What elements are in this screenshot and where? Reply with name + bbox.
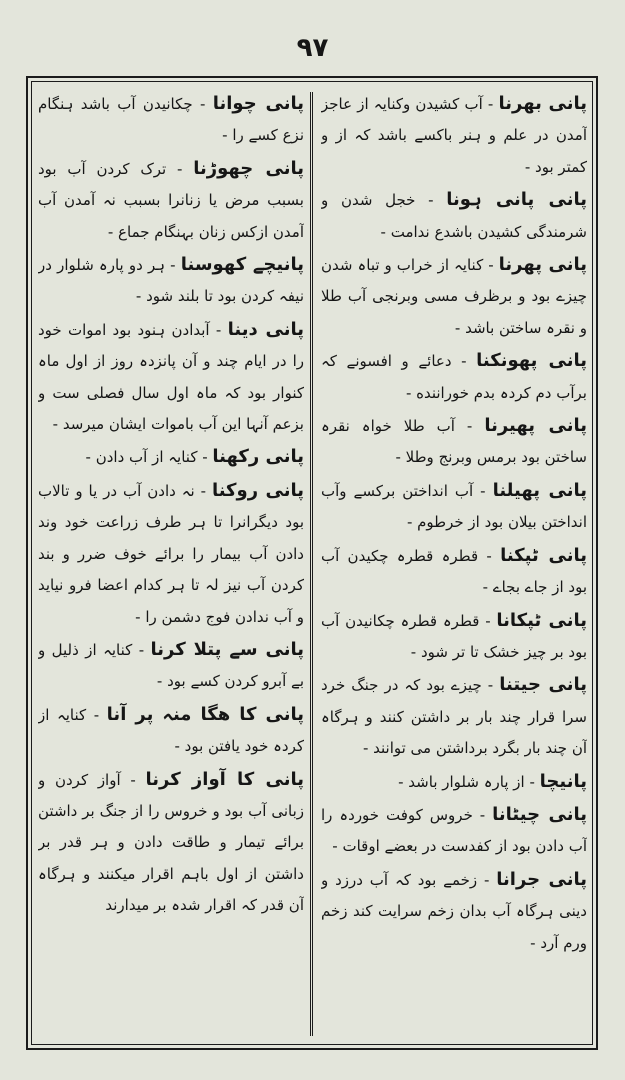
entry-definition: - زخمے بود کہ آب درزد و دینی ہرگاہ آب بدان زخم سرایت کند زخم ورم آرد - [321, 870, 587, 952]
entry-headword: پانی چھوڑنا [193, 157, 304, 179]
dictionary-entry [38, 88, 304, 152]
entry-definition: - از پارہ شلوار باشد - [398, 772, 540, 791]
dictionary-entry [38, 249, 304, 313]
entry-headword: پانی جیتنا [499, 674, 587, 696]
entry-definition: - خروس کوفت خوردہ را آب دادن بود از کفدست در بعضے اوقات - [321, 805, 587, 856]
entry-headword: پانی پانی ہونا [446, 189, 587, 211]
dictionary-entry [321, 410, 587, 474]
dictionary-entry [321, 345, 587, 409]
entry-definition: - آب طلا خواہ نقرہ ساختن بود برمس وبرنج وطلا - [321, 417, 587, 467]
entry-headword: پانیچے کھوسنا [180, 254, 304, 276]
dictionary-entry [321, 669, 587, 764]
entry-definition: - چیزے بود کہ در جنگ خرد سرا قرار چند بار بر داشتن کنند و ہرگاہ آن چند بار بگرد برداشتن می توانند - [321, 676, 587, 758]
entry-definition: - چکانیدن آب باشد ہنگام نزع کسے را - [38, 95, 304, 145]
left-column [38, 88, 304, 1038]
dictionary-entry [321, 766, 587, 798]
dictionary-entry [38, 475, 304, 633]
entry-headword: پانی پھرنا [498, 254, 587, 276]
entry-headword: پانی پھونکنا [476, 350, 587, 372]
dictionary-entry [38, 153, 304, 248]
entry-definition: - خجل شدن و شرمندگی کشیدن باشدع ندامت - [321, 191, 587, 241]
entry-headword: پانی سے پتلا کرنا [150, 638, 304, 660]
page-number: ۹۷ [296, 33, 329, 63]
right-column [321, 88, 587, 1038]
entry-definition: - ترک کردن آب بود بسبب مرض یا زنانرا بسبب نہ آمدن آب آمدن ازکس زنان بہنگام جماع - [38, 159, 304, 241]
entry-definition: - کنایہ از آب دادن - [85, 448, 213, 467]
dictionary-entry [321, 475, 587, 539]
dictionary-entry [321, 540, 587, 604]
dictionary-entry [38, 699, 304, 763]
dictionary-entry [38, 634, 304, 698]
dictionary-entry [321, 184, 587, 248]
entry-definition: - دعائے و افسونے کہ برآب دم کردہ بدم خوراننده - [321, 352, 587, 402]
entry-definition: - آب انداختن برکسے وآب انداختن بیلان بود از خرطوم - [321, 481, 587, 532]
entry-definition: - آب کشیدن وکنایہ از عاجز آمدن در علم و ہنر باکسے باشد کہ از و کمتر بود - [321, 95, 587, 176]
entry-headword: پانی کا ھگا منہ پر آنا [106, 703, 304, 725]
entry-headword: پانی کا آواز کرنا [145, 768, 304, 790]
entry-headword: پانی ٹپکانا [496, 609, 587, 631]
entry-definition: - قطرہ قطرہ چکیدن آب بود از جاے بجاے - [321, 546, 587, 597]
dictionary-entry [321, 249, 587, 344]
entry-headword: پانی چوانا [212, 93, 304, 114]
entry-headword: پانی پھیلنا [492, 479, 587, 501]
entry-headword: پانی رکھنا [212, 446, 304, 468]
entry-headword: پانی پھیرنا [484, 415, 587, 437]
entry-definition: - کنایہ از ذلیل و بے آبرو کردن کسے بود - [38, 640, 304, 691]
entry-headword: پانی دینا [227, 318, 304, 340]
entry-definition: - آواز کردن و زبانی آب بود و خروس را از جنگ بر داشتن برائے تیمار و طاقت دادن و ہر قدر بر داشتن از اول باہم اقرار میکنند و ہرگاہ آن قدر کہ اقرار شدہ بر میدارند [38, 770, 304, 915]
dictionary-entry [321, 864, 587, 959]
column-divider [310, 92, 313, 1036]
entry-headword: پانی بھرنا [498, 93, 587, 114]
entry-headword: پانی روکنا [211, 479, 304, 501]
entry-definition: - قطرہ قطرہ چکانیدن آب بود بر چیز خشک تا تر شود - [321, 611, 587, 661]
entry-headword: پانی جرانا [496, 868, 587, 890]
dictionary-entry [38, 764, 304, 922]
entry-definition: - کنایہ از کردہ خود یافتن بود - [38, 705, 304, 756]
dictionary-entry [321, 799, 587, 863]
entry-definition: - کنایہ از خراب و تباہ شدن چیزے بود و برظرف مسی وبرنجی آب طلا و نقرہ ساختن باشد - [321, 256, 587, 337]
dictionary-entry [38, 314, 304, 441]
entry-definition: - ہر دو پارہ شلوار در نیفہ کردن بود تا بلند شود - [38, 256, 304, 306]
entry-headword: پانیچا [539, 770, 587, 792]
dictionary-entry [321, 605, 587, 669]
entry-headword: پانی چیٹانا [492, 803, 587, 825]
entry-definition: - آبدادن ہنود بود اموات خود را در ایام چند و آن پانزدہ روز از اول ماہ کنوار بود کہ ماہ اول سال فصلی ست و بزعم آنہا این آب باموات ایشان میرسد - [38, 320, 304, 434]
dictionary-entry [321, 88, 587, 183]
dictionary-entry [38, 441, 304, 473]
entry-headword: پانی ٹپکنا [500, 544, 587, 566]
entry-definition: - نہ دادن آب در یا و تالاب بود دیگرانرا تا ہر طرف زراعت خود وند دادن آب بیمار را برائے خوف ضرر و بند کردن آب نیز لہ تا ہر کدام اعضا فرو نیاید و آب ندادن فوج دشمن را - [38, 481, 304, 626]
